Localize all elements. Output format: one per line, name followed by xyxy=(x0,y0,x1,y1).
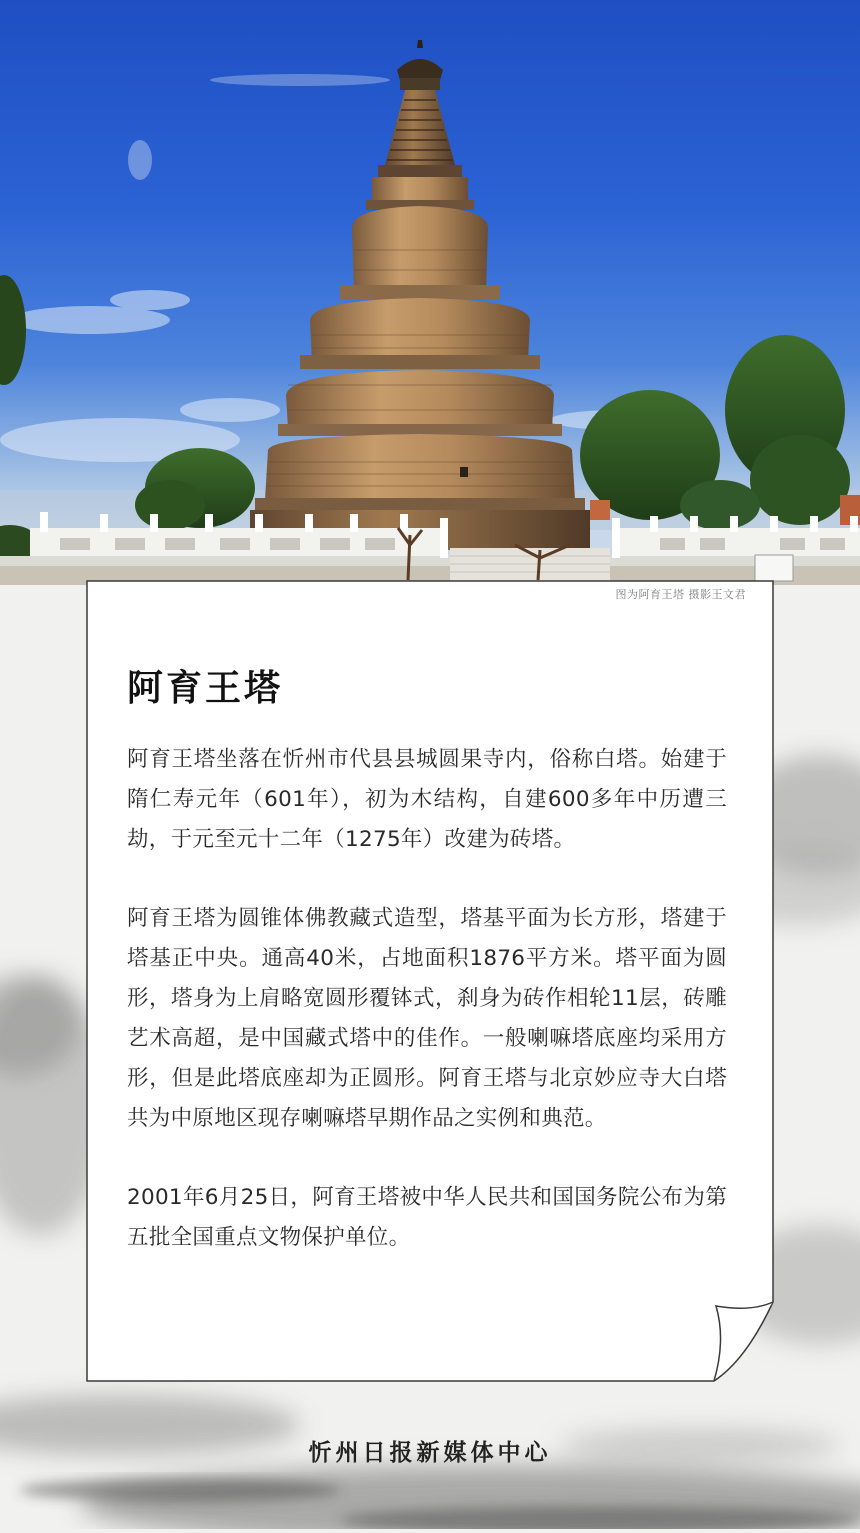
article-title: 阿育王塔 xyxy=(127,668,284,709)
pagoda-photo xyxy=(0,0,860,585)
pagoda xyxy=(250,40,590,550)
hero-photo xyxy=(0,0,860,585)
paragraph: 阿育王塔坐落在忻州市代县县城圆果寺内，俗称白塔。始建于隋仁寿元年（601年），初为木结构，自建600多年中历遭三劫，于元至元十二年（1275年）改建为砖塔。 xyxy=(127,747,727,852)
paragraph: 2001年6月25日，阿育王塔被中华人民共和国国务院公布为第五批全国重点文物保护单位。 xyxy=(127,1185,727,1250)
trees-right xyxy=(580,335,860,530)
article-body xyxy=(127,740,727,1297)
photo-caption: 图为阿育王塔 摄影王文君 xyxy=(615,588,746,601)
article-card xyxy=(86,580,774,1382)
publisher-footer: 忻州日报新媒体中心 xyxy=(308,1440,552,1466)
paragraph: 阿育王塔为圆锥体佛教藏式造型，塔基平面为长方形，塔建于塔基正中央。通高40米，占地面积1876平方米。塔平面为圆形，塔身为上肩略宽圆形覆钵式，刹身为砖作相轮11层，砖雕艺术高超，是中国藏式塔中的佳作。一般喇嘛塔底座均采用方形，但是此塔底座却为正圆形。阿育王塔与北京妙应寺大白塔共为中原地区现存喇嘛塔早期作品之实例和典范。 xyxy=(127,906,727,1131)
